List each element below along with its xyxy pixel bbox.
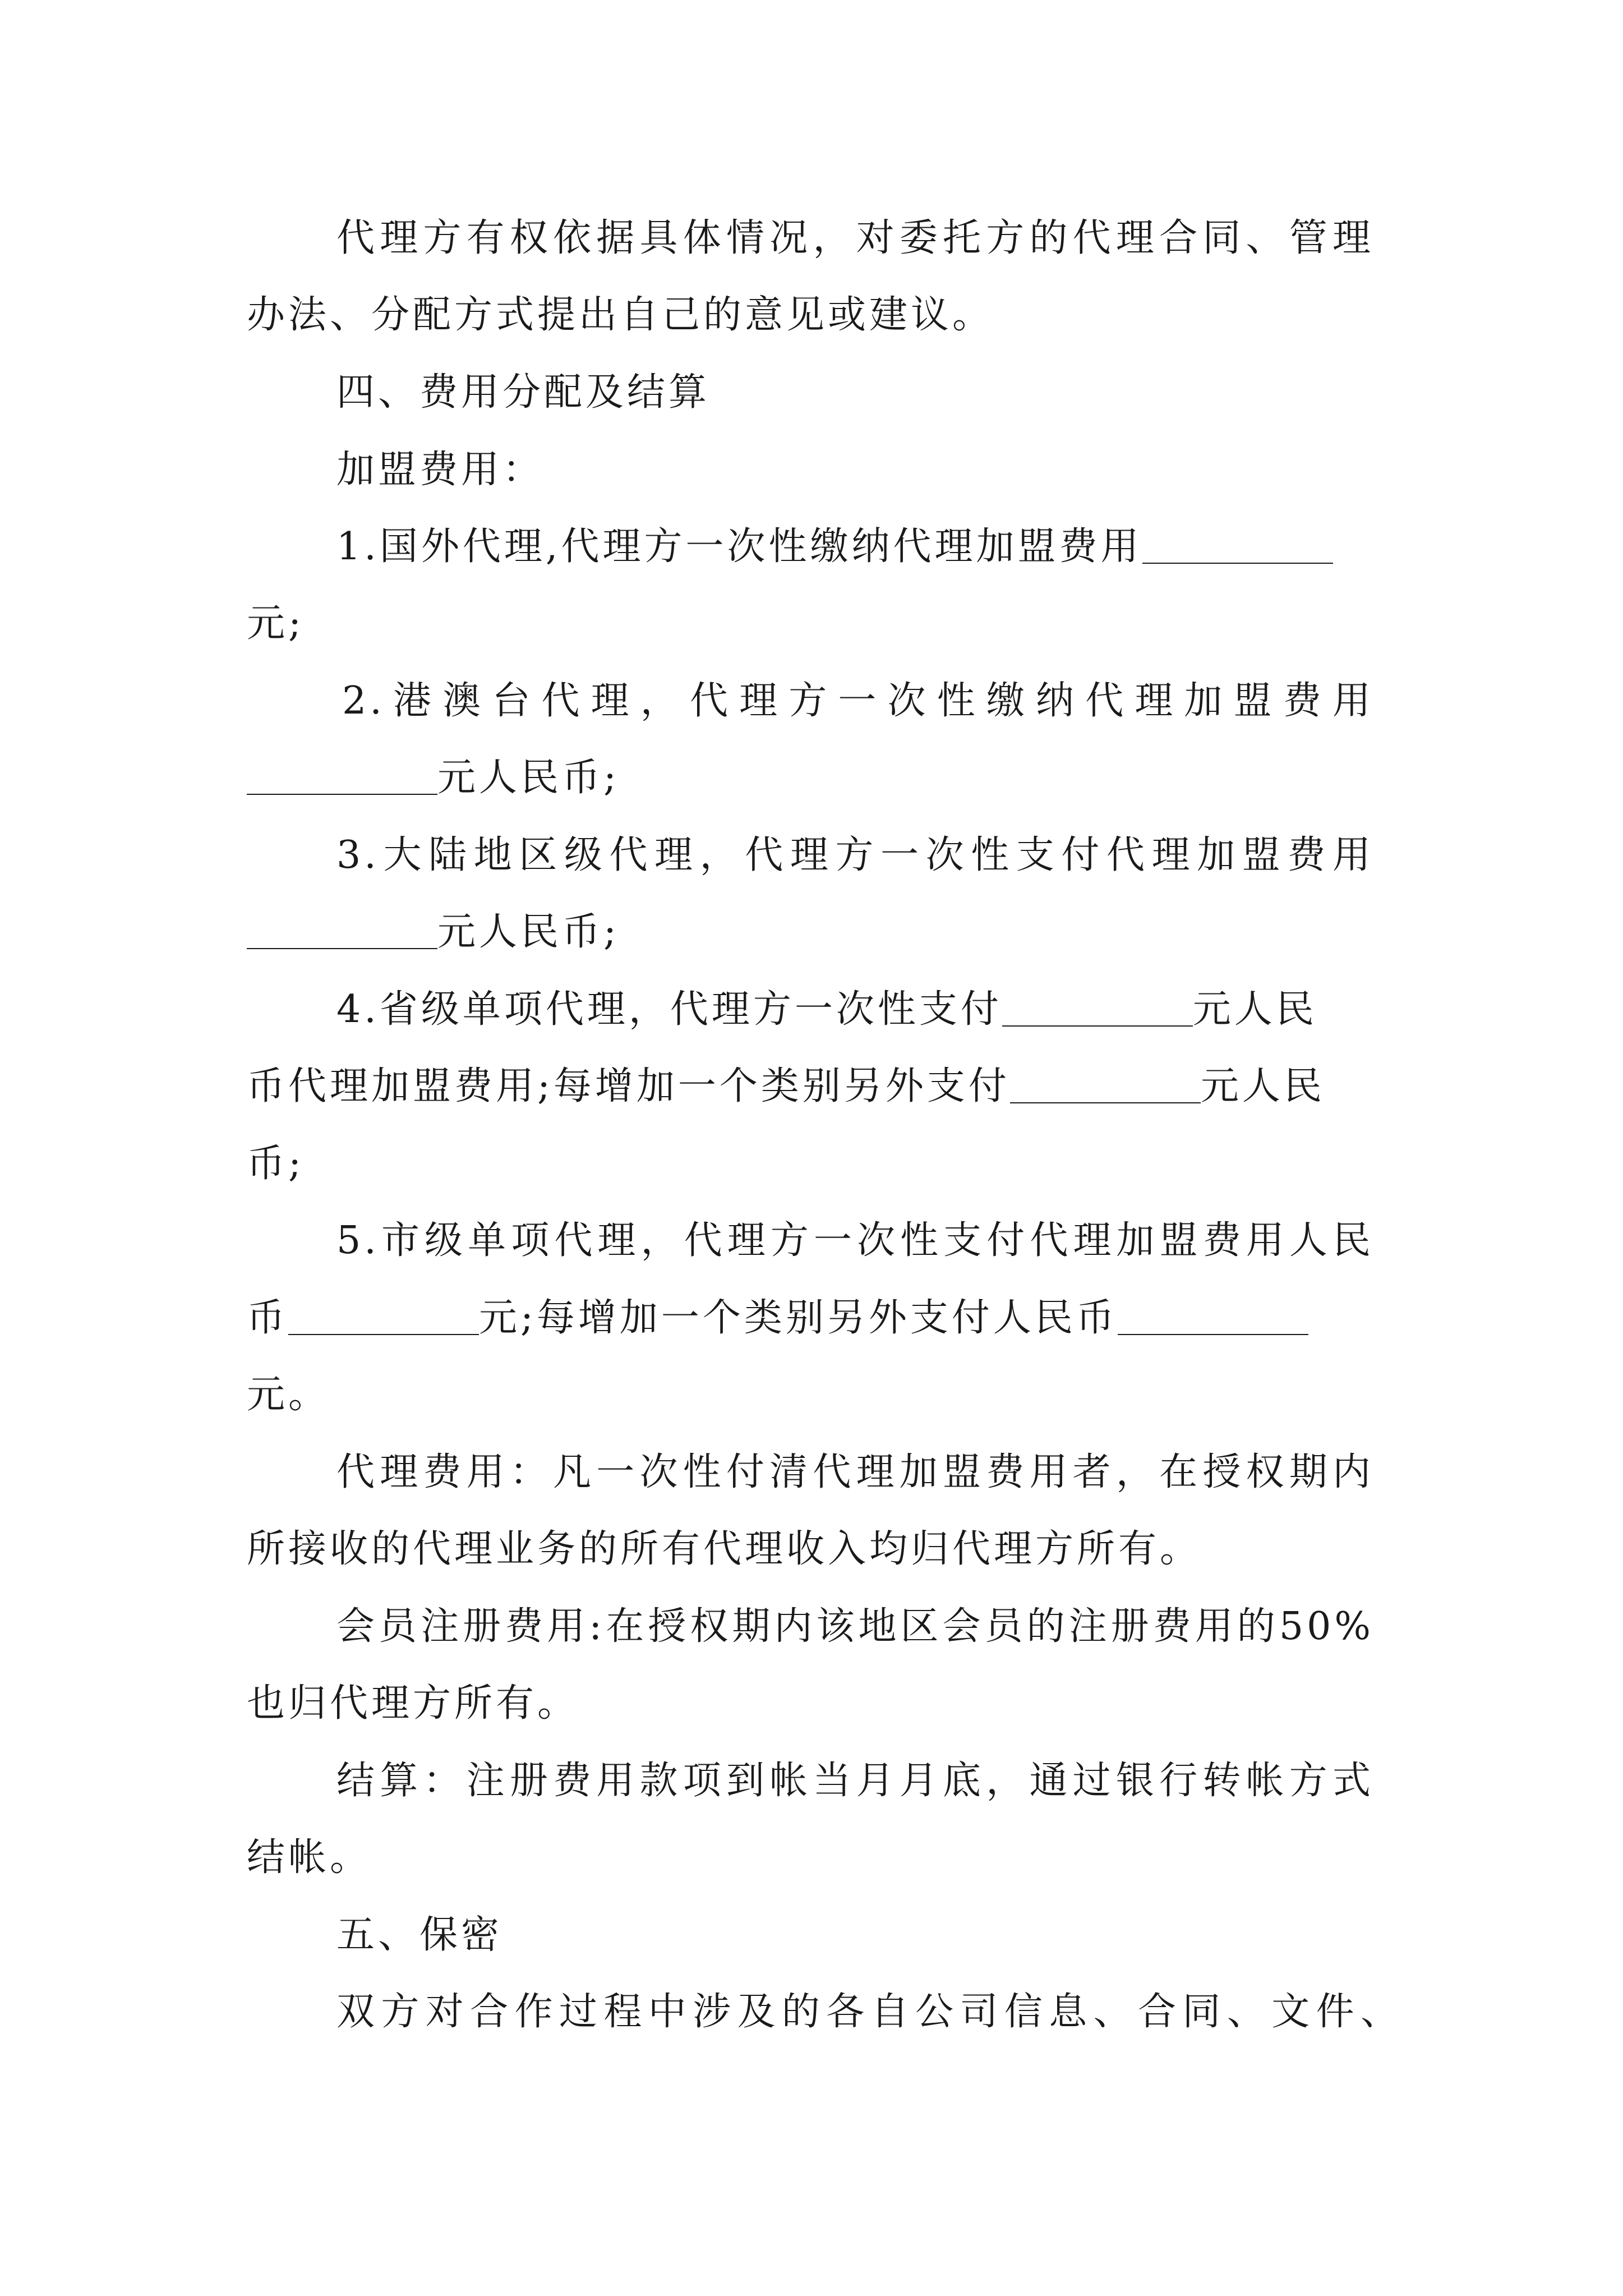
list-item-text: 元人民币;	[437, 910, 620, 954]
list-item-line: 5.市级单项代理，代理方一次性支付代理加盟费用人民	[336, 1218, 1374, 1263]
paragraph-line: 结算：注册费用款项到帐当月月底，通过银行转帐方式	[336, 1759, 1374, 1803]
list-item-line: 3.大陆地区级代理，代理方一次性支付代理加盟费用	[336, 833, 1374, 877]
fill-in-blank	[1118, 1300, 1308, 1335]
paragraph-line: 办法、分配方式提出自己的意见或建议。	[247, 293, 994, 337]
subheading-label: 加盟费用：	[336, 448, 545, 492]
list-item-text: 币代理加盟费用;每增加一个类别另外支付	[247, 1064, 1010, 1108]
fill-in-blank	[288, 1300, 479, 1335]
list-item-line	[247, 904, 1374, 960]
section-heading: 四、费用分配及结算	[336, 370, 711, 415]
list-item-line	[247, 1059, 1374, 1115]
list-item-line	[247, 519, 1374, 575]
list-item-line	[247, 1290, 1374, 1346]
paragraph-line: 也归代理方所有。	[247, 1681, 579, 1726]
section-heading: 五、保密	[336, 1913, 503, 1957]
paragraph-line: 会员注册费用:在授权期内该地区会员的注册费用的50%	[336, 1604, 1374, 1649]
list-item-text: 元;每增加一个类别另外支付人民币	[479, 1296, 1118, 1340]
list-item-text: 元人民	[1192, 987, 1317, 1032]
list-item-line	[247, 750, 1374, 806]
paragraph-line: 代理费用：凡一次性付清代理加盟费用者，在授权期内	[336, 1450, 1374, 1494]
list-item-text: 元人民币;	[437, 756, 620, 800]
fill-in-blank	[1142, 529, 1333, 564]
list-item-line: 元;	[247, 601, 305, 646]
fill-in-blank	[1002, 992, 1193, 1027]
fill-in-blank	[247, 914, 437, 949]
paragraph-line: 结帐。	[247, 1835, 372, 1880]
paragraph-line: 代理方有权依据具体情况，对委托方的代理合同、管理	[336, 216, 1374, 260]
list-item-text: 4.省级单项代理，代理方一次性支付	[336, 987, 1002, 1032]
list-item-line	[247, 982, 1374, 1038]
list-item-text: 1.国外代理,代理方一次性缴纳代理加盟费用	[336, 524, 1142, 569]
list-item-text: 元人民	[1200, 1064, 1325, 1108]
list-item-line: 币;	[247, 1142, 305, 1186]
fill-in-blank	[1010, 1069, 1201, 1103]
paragraph-line: 双方对合作过程中涉及的各自公司信息、合同、文件、	[336, 1990, 1402, 2034]
list-item-line: 元。	[247, 1373, 330, 1417]
paragraph-line: 所接收的代理业务的所有代理收入均归代理方所有。	[247, 1527, 1202, 1571]
list-item-text: 币	[247, 1296, 289, 1340]
list-item-line: 2.港澳台代理，代理方一次性缴纳代理加盟费用	[342, 679, 1374, 723]
fill-in-blank	[247, 760, 437, 795]
